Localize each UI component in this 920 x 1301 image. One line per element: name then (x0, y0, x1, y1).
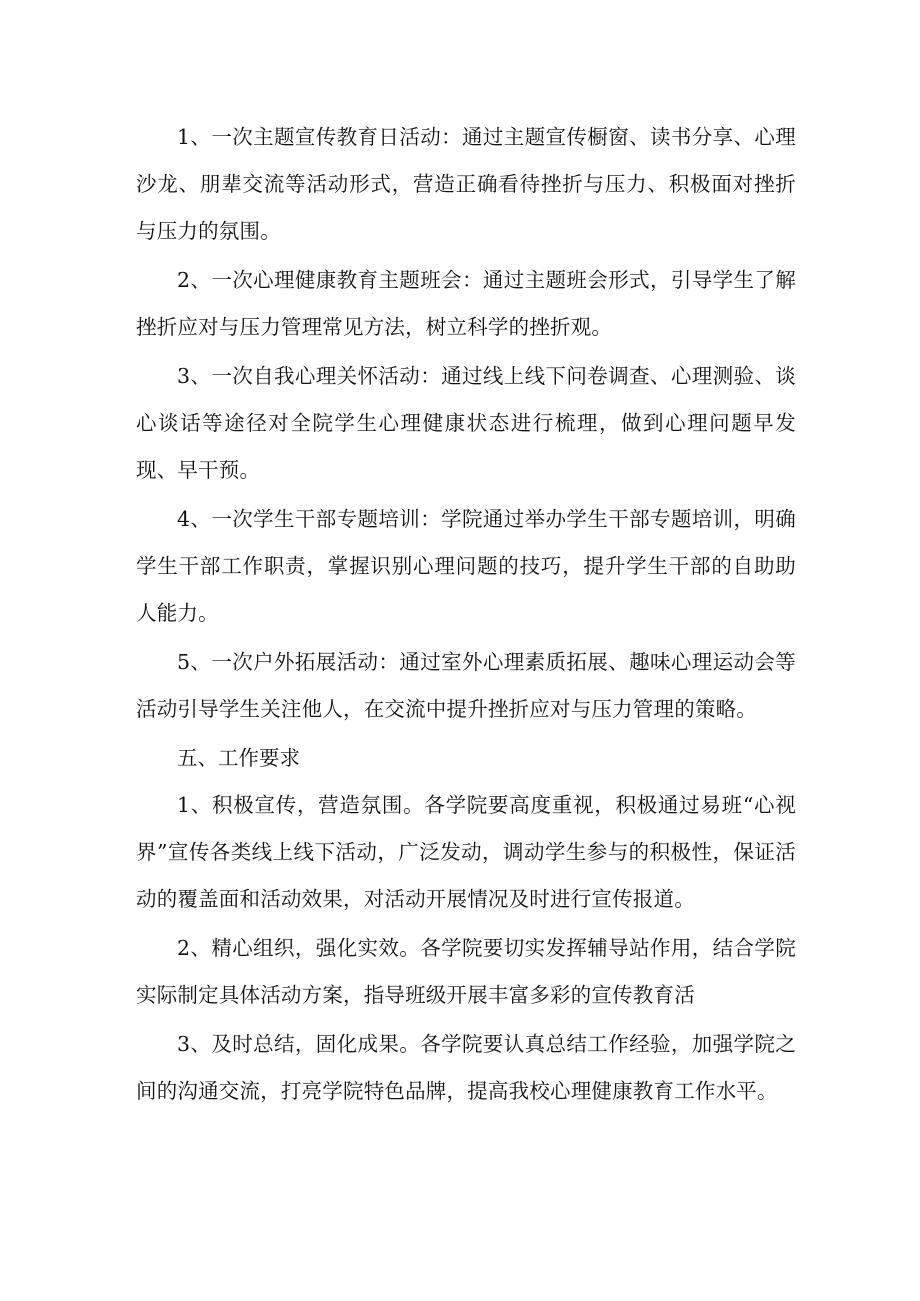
paragraph-requirement-2: 2、精心组织，强化实效。各学院要切实发挥辅导站作用，结合学院实际制定具体活动方案，指导班级开展丰富多彩的宣传教育活 (136, 936, 796, 1007)
paragraph-requirement-3: 3、及时总结，固化成果。各学院要认真总结工作经验，加强学院之间的沟通交流，打亮学院特色品牌，提高我校心理健康教育工作水平。 (136, 1032, 796, 1103)
paragraph-requirement-1: 1、积极宣传，营造氛围。各学院要高度重视，积极通过易班“心视界”宣传各类线上线下活动，广泛发动，调动学生参与的积极性，保证活动的覆盖面和活动效果，对活动开展情况及时进行宣传报道。 (136, 793, 796, 911)
document-body (136, 114, 796, 1115)
paragraph-activity-3: 3、一次自我心理关怀活动：通过线上线下问卷调查、心理测验、谈心谈话等途径对全院学生心理健康状态进行梳理，做到心理问题早发现、早干预。 (136, 364, 796, 482)
paragraph-activity-4: 4、一次学生干部专题培训：学院通过举办学生干部专题培训，明确学生干部工作职责，掌握识别心理问题的技巧，提升学生干部的自助助人能力。 (136, 507, 796, 625)
paragraph-activity-1: 1、一次主题宣传教育日活动：通过主题宣传橱窗、读书分享、心理沙龙、朋辈交流等活动形式，营造正确看待挫折与压力、积极面对挫折与压力的氛围。 (136, 125, 796, 243)
paragraph-activity-5: 5、一次户外拓展活动：通过室外心理素质拓展、趣味心理运动会等活动引导学生关注他人，在交流中提升挫折应对与压力管理的策略。 (136, 650, 796, 721)
paragraph-activity-2: 2、一次心理健康教育主题班会：通过主题班会形式，引导学生了解挫折应对与压力管理常见方法，树立科学的挫折观。 (136, 268, 796, 339)
section-heading-work-requirements: 五、工作要求 (177, 746, 300, 770)
